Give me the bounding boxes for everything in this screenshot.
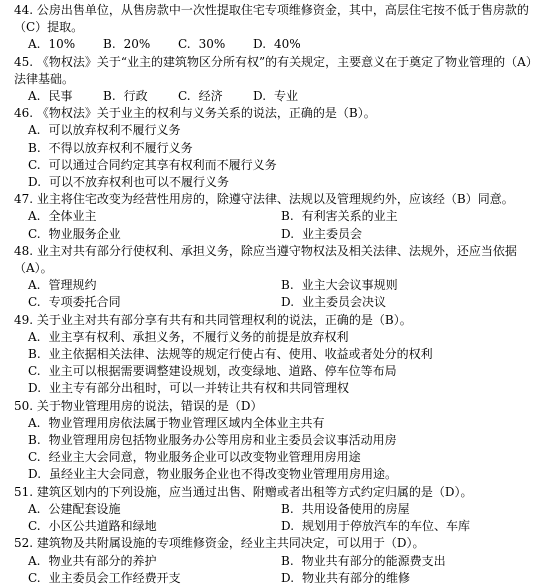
option-letter: C. — [178, 37, 191, 52]
option-letter: C. — [28, 295, 41, 310]
option-text: 业主享有权利、承担义务，不履行义务的前提是放弃权利 — [48, 329, 349, 344]
option-text: 业主可以根据需要调整建设规划，改变绿地、道路、停车位等布局 — [48, 364, 397, 379]
option-list — [14, 415, 534, 484]
option-text: 业主委员会工作经费开支 — [48, 570, 181, 585]
question-stem: 45. 《物权法》关于“业主的建筑物区分所有权”的有关规定，主要意义在于奠定了物业管理的（A）法律基础。 — [14, 54, 532, 86]
option-text: 业主依据相关法律、法规等的规定行使占有、使用、收益或者处分的权利 — [48, 347, 433, 362]
option-letter: D. — [281, 295, 295, 310]
question-stem: 48. 业主对共有部分行使权利、承担义务，除应当遵守物权法及相关法律、法规外，还应当依据（A）。 — [14, 243, 517, 276]
answer-option — [28, 449, 534, 466]
answer-option — [28, 277, 281, 294]
answer-option — [28, 294, 281, 311]
answer-option — [28, 226, 281, 243]
option-letter: D. — [281, 226, 295, 241]
question-stem: 44. 公房出售单位，从售房款中一次性提取住宅专项维修资金，其中，高层住宅按不低于售房款的（C）提取。 — [14, 3, 529, 35]
question-stem: 52. 建筑物及共附属设施的专项维修资金，经业主共同决定，可以用于（D）。 — [14, 536, 425, 551]
answer-option — [28, 466, 534, 483]
option-text: 物业共有部分的养护 — [48, 553, 157, 568]
option-text: 可以放弃权利不履行义务 — [48, 123, 181, 138]
answer-option — [281, 518, 534, 535]
answer-option — [28, 415, 534, 432]
option-letter: B. — [281, 209, 294, 224]
question-block — [14, 535, 534, 587]
option-letter: D. — [28, 467, 42, 482]
answer-option — [28, 501, 281, 518]
option-letter: B. — [103, 89, 116, 104]
answer-option — [253, 88, 328, 105]
question-stem: 47. 业主将住宅改变为经营性用房的，除遵守法律、法规以及管理规约外，应该经（B）同意。 — [14, 192, 514, 207]
answer-option — [253, 36, 328, 53]
option-letter: A. — [28, 209, 41, 224]
option-letter: A. — [28, 553, 41, 568]
option-letter: B. — [281, 278, 294, 293]
option-list — [14, 277, 534, 311]
option-letter: B. — [103, 37, 116, 52]
question-block — [14, 191, 534, 243]
option-letter: D. — [281, 570, 295, 585]
option-letter: C. — [28, 364, 41, 379]
option-letter: B. — [281, 553, 294, 568]
option-letter: A. — [28, 329, 41, 344]
option-letter: C. — [28, 519, 41, 534]
question-block — [14, 243, 534, 312]
answer-option — [28, 346, 534, 363]
option-text: 物业服务企业 — [48, 226, 121, 241]
question-stem: 51. 建筑区划内的下列设施，应当通过出售、附赠或者出租等方式约定归属的是（D）。 — [14, 484, 473, 499]
option-text: 经济 — [198, 89, 223, 104]
option-letter: A. — [28, 123, 41, 138]
question-block — [14, 398, 534, 484]
answer-option — [281, 208, 534, 225]
option-letter: D. — [253, 89, 267, 104]
answer-option — [103, 36, 178, 53]
option-text: 可以不放弃权利也可以不履行义务 — [49, 175, 230, 190]
exam-page — [14, 2, 534, 587]
option-text: 物业管理用房依法属于物业管理区域内全体业主共有 — [48, 415, 325, 430]
option-text: 专业 — [274, 89, 299, 104]
option-letter: B. — [281, 501, 294, 516]
option-letter: D. — [28, 381, 42, 396]
answer-option — [28, 88, 103, 105]
answer-option — [28, 122, 534, 139]
option-text: 民事 — [48, 89, 73, 104]
option-text: 10% — [48, 37, 76, 52]
option-text: 全体业主 — [48, 209, 97, 224]
answer-option — [28, 380, 534, 397]
option-letter: D. — [281, 519, 295, 534]
option-text: 业主专有部分出租时，可以一并转让共有权和共同管理权 — [49, 381, 350, 396]
option-letter: A. — [28, 415, 41, 430]
option-letter: C. — [28, 450, 41, 465]
question-block — [14, 105, 534, 191]
answer-option — [178, 88, 253, 105]
answer-option — [28, 140, 534, 157]
option-text: 30% — [198, 37, 226, 52]
option-letter: C. — [28, 570, 41, 585]
option-text: 管理规约 — [48, 278, 97, 293]
option-text: 业主委员会决议 — [302, 295, 387, 310]
option-text: 不得以放弃权利不履行义务 — [48, 140, 193, 155]
option-letter: C. — [178, 89, 191, 104]
option-list — [14, 88, 534, 105]
option-letter: A. — [28, 37, 41, 52]
option-text: 物业管理用房包括物业服务办公等用房和业主委员会议事活动用房 — [48, 433, 397, 448]
answer-option — [28, 432, 534, 449]
answer-option — [28, 157, 534, 174]
answer-option — [28, 363, 534, 380]
option-list — [14, 501, 534, 535]
option-letter: B. — [28, 140, 41, 155]
option-letter: B. — [28, 433, 41, 448]
option-text: 专项委托合同 — [48, 295, 121, 310]
answer-option — [178, 36, 253, 53]
option-text: 公建配套设施 — [48, 501, 121, 516]
option-letter: B. — [28, 347, 41, 362]
option-letter: C. — [28, 157, 41, 172]
question-stem: 50. 关于物业管理用房的说法，错误的是（D） — [14, 398, 263, 413]
answer-option — [28, 518, 281, 535]
answer-option — [28, 570, 281, 587]
question-block — [14, 484, 534, 536]
option-text: 物业共有部分的能源费支出 — [301, 553, 446, 568]
question-stem: 46. 《物权法》关于业主的权利与义务关系的说法，正确的是（B）。 — [14, 106, 376, 121]
option-text: 小区公共道路和绿地 — [48, 519, 157, 534]
answer-option — [28, 36, 103, 53]
question-block — [14, 312, 534, 398]
option-list — [14, 208, 534, 242]
option-list — [14, 36, 534, 53]
option-list — [14, 329, 534, 398]
option-letter: D. — [253, 37, 267, 52]
option-letter: A. — [28, 89, 41, 104]
question-block — [14, 54, 534, 106]
answer-option — [281, 570, 534, 587]
option-text: 业主大会议事规则 — [301, 278, 398, 293]
option-text: 经业主大会同意，物业服务企业可以改变物业管理用房用途 — [48, 450, 361, 465]
answer-option — [103, 88, 178, 105]
answer-option — [281, 501, 534, 518]
question-stem: 49. 关于业主对共有部分享有共有和共同管理权利的说法，正确的是（B）。 — [14, 312, 412, 327]
answer-option — [281, 294, 534, 311]
answer-option — [281, 277, 534, 294]
answer-option — [281, 553, 534, 570]
option-letter: C. — [28, 226, 41, 241]
question-block — [14, 2, 534, 54]
option-letter: A. — [28, 501, 41, 516]
option-list — [14, 122, 534, 191]
answer-option — [281, 226, 534, 243]
option-text: 业主委员会 — [302, 226, 363, 241]
option-text: 虽经业主大会同意，物业服务企业也不得改变物业管理用房用途。 — [49, 467, 398, 482]
option-text: 规划用于停放汽车的车位、车库 — [302, 519, 471, 534]
answer-option — [28, 329, 534, 346]
option-list — [14, 553, 534, 587]
answer-option — [28, 208, 281, 225]
option-text: 有利害关系的业主 — [301, 209, 398, 224]
option-letter: D. — [28, 175, 42, 190]
option-text: 共用设备使用的房屋 — [301, 501, 410, 516]
answer-option — [28, 553, 281, 570]
option-text: 40% — [274, 37, 301, 52]
option-text: 可以通过合同约定其享有权利而不履行义务 — [48, 157, 277, 172]
option-text: 行政 — [123, 89, 148, 104]
option-letter: A. — [28, 278, 41, 293]
option-text: 物业共有部分的维修 — [302, 570, 411, 585]
option-text: 20% — [123, 37, 151, 52]
answer-option — [28, 174, 534, 191]
